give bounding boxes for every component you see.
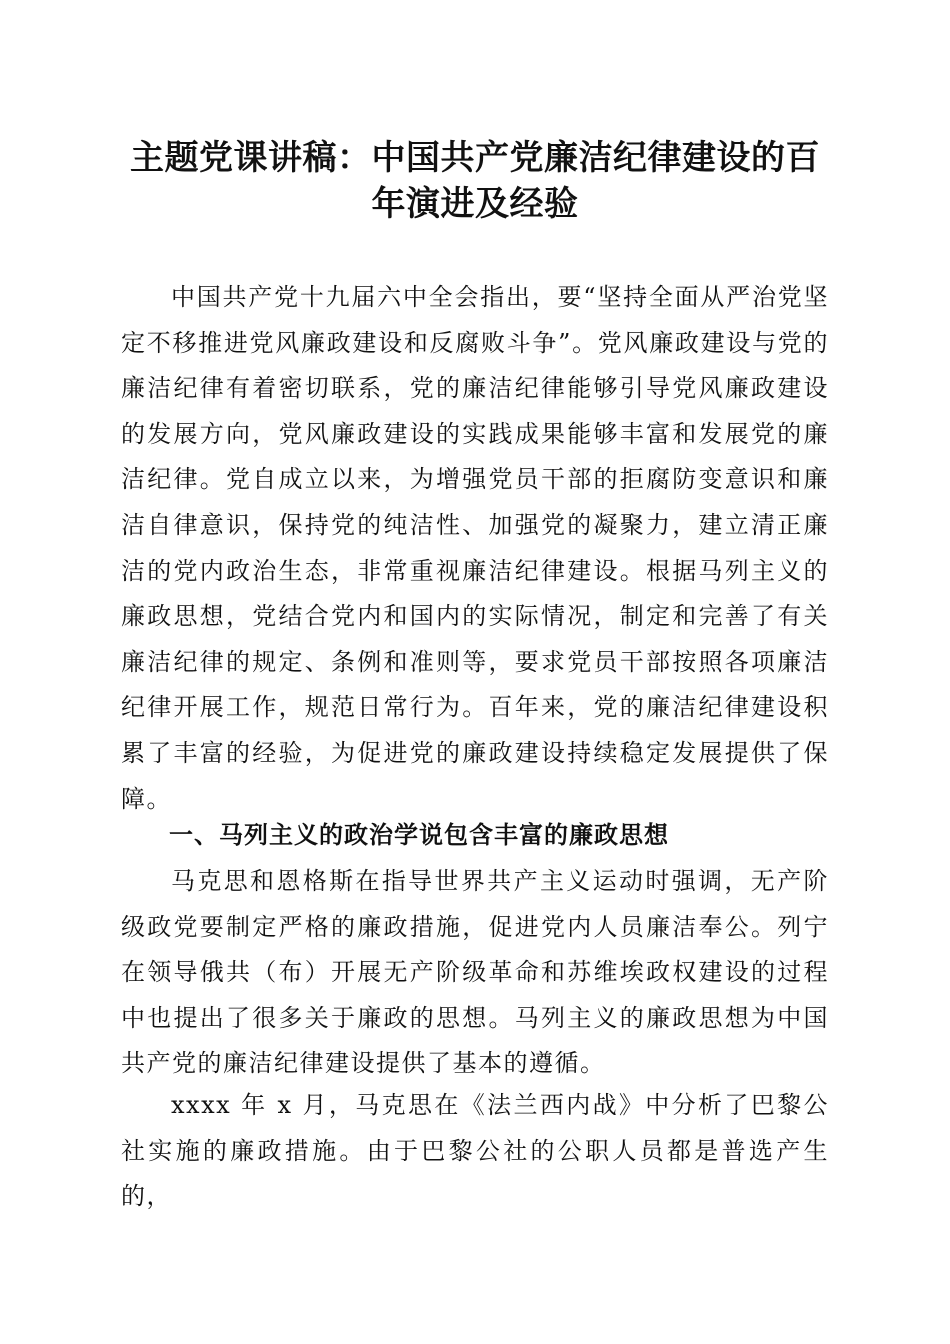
title-line-1: 主题党课讲稿：中国共产党廉洁纪律建设的百: [130, 138, 820, 178]
section-1-paragraph-1: 马克思和恩格斯在指导世界共产主义运动时强调，无产阶级政党要制定严格的廉政措施，促进党内人员廉洁奉公。列宁在领导俄共（布）开展无产阶级革命和苏维埃政权建设的过程中也提出了很多关于廉政的思想。马列主义的廉政思想为中国共产党的廉洁纪律建设提供了基本的遵循。: [121, 867, 829, 1078]
title-line-2: 年演进及经验: [371, 184, 579, 224]
section-heading-1: 一、马列主义的政治学说包含丰富的廉政思想: [169, 821, 669, 849]
section-1-paragraph-2: xxxx 年 x 月，马克思在《法兰西内战》中分析了巴黎公社实施的廉政措施。由于巴黎公社的公职人员都是普选产生的，: [121, 1091, 829, 1211]
document-title: [118, 135, 832, 227]
intro-paragraph: 中国共产党十九届六中全会指出，要“坚持全面从严治党坚定不移推进党风廉政建设和反腐败斗争”。党风廉政建设与党的廉洁纪律有着密切联系，党的廉洁纪律能够引导党风廉政建设的发展方向，党风廉政建设的实践成果能够丰富和发展党的廉洁纪律。党自成立以来，为增强党员干部的拒腐防变意识和廉洁自律意识，保持党的纯洁性、加强党的凝聚力，建立清正廉洁的党内政治生态，非常重视廉洁纪律建设。根据马列主义的廉政思想，党结合党内和国内的实际情况，制定和完善了有关廉洁纪律的规定、条例和准则等，要求党员干部按照各项廉洁纪律开展工作，规范日常行为。百年来，党的廉洁纪律建设积累了丰富的经验，为促进党的廉政建设持续稳定发展提供了保障。: [121, 283, 829, 813]
